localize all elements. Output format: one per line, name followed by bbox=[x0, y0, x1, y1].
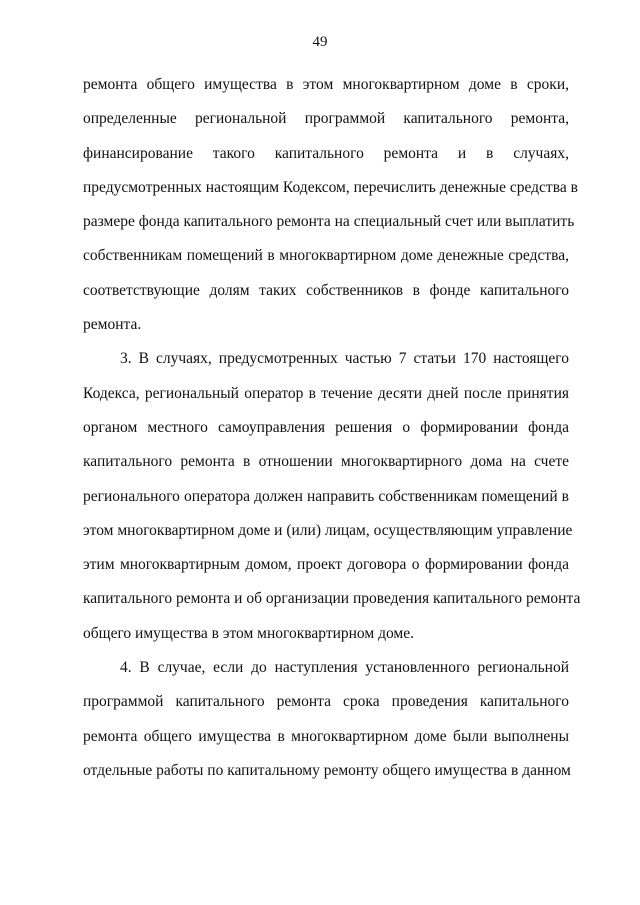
text-line: определенные региональной программой капитального ремонта, bbox=[83, 110, 569, 128]
text-line: соответствующие долям таких собственников в фонде капитального bbox=[83, 281, 569, 299]
text-line: отдельные работы по капитальному ремонту общего имущества в данном bbox=[83, 761, 571, 779]
text-line: органом местного самоуправления решения о формировании фонда bbox=[83, 418, 569, 436]
text-line: ремонта общего имущества в этом многоквартирном доме в сроки, bbox=[83, 76, 569, 93]
text-line: Кодекса, региональный оператор в течение десяти дней после принятия bbox=[83, 384, 569, 402]
text-line: ремонта. bbox=[83, 316, 142, 334]
text-line: капитального ремонта в отношении многоквартирного дома на счете bbox=[83, 453, 569, 471]
text-line: размере фонда капитального ремонта на специальный счет или выплатить bbox=[83, 213, 575, 231]
text-line: 3. В случаях, предусмотренных частью 7 статьи 170 настоящего bbox=[120, 350, 569, 368]
text-line: регионального оператора должен направить собственникам помещений в bbox=[83, 487, 569, 505]
text-line: этом многоквартирном доме и (или) лицам, осуществляющим управление bbox=[83, 521, 573, 539]
text-line: этим многоквартирным домом, проект договора о формировании фонда bbox=[83, 556, 569, 574]
text-line: капитального ремонта и об организации проведения капитального ремонта bbox=[83, 590, 581, 608]
text-line: ремонта общего имущества в многоквартирном доме были выполнены bbox=[83, 727, 569, 745]
paragraph-item-4 bbox=[83, 651, 569, 788]
text-line: 4. В случае, если до наступления установленного региональной bbox=[120, 659, 569, 677]
text-line: финансирование такого капитального ремонта и в случаях, bbox=[83, 144, 569, 162]
document-body bbox=[83, 68, 581, 788]
page-number: 49 bbox=[312, 34, 328, 50]
paragraph-item-3 bbox=[83, 342, 581, 651]
text-line: программой капитального ремонта срока проведения капитального bbox=[83, 693, 569, 711]
text-line: предусмотренных настоящим Кодексом, перечислить денежные средства в bbox=[83, 178, 578, 196]
text-line: общего имущества в этом многоквартирном доме. bbox=[83, 624, 414, 642]
text-line: собственникам помещений в многоквартирном доме денежные средства, bbox=[83, 247, 569, 265]
paragraph-continuation bbox=[83, 68, 578, 342]
